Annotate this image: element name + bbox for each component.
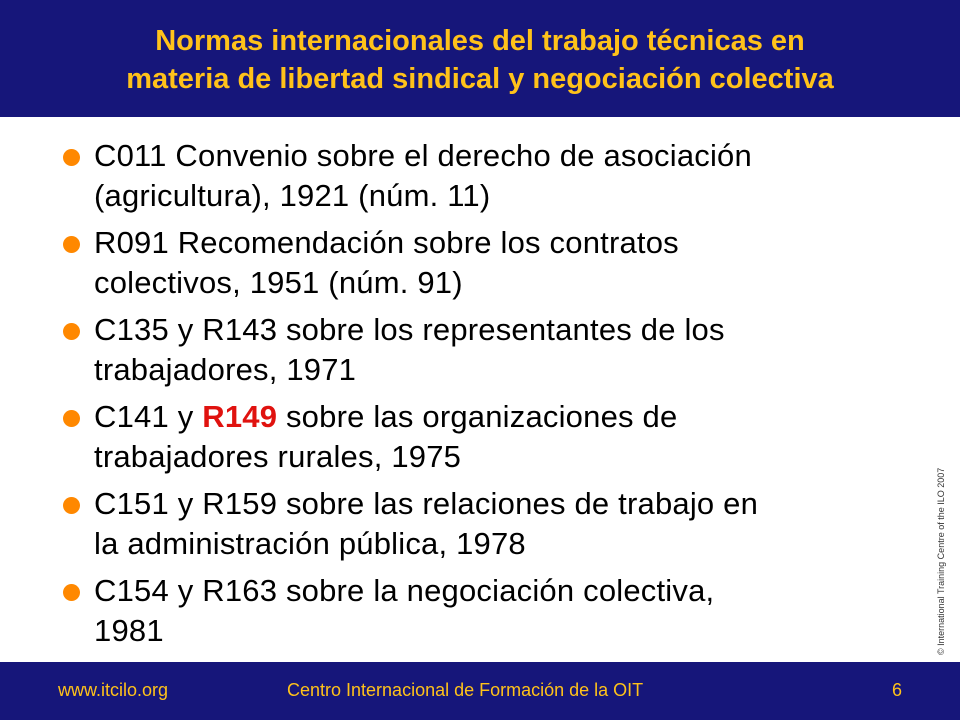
bullet-text-line-1: C011 Convenio sobre el derecho de asociación: [94, 138, 752, 173]
slide-title-line-2: materia de libertad sindical y negociación colectiva: [126, 62, 834, 95]
bullet-text-line-1: R091 Recomendación sobre los contratos: [94, 225, 679, 260]
bullet-item-r091: [63, 223, 913, 303]
page-number: 6: [892, 680, 903, 700]
bullet-text-line-1: C154 y R163 sobre la negociación colectiva,: [94, 573, 715, 608]
bullet-dot-icon: [63, 236, 80, 253]
footer-bar: [0, 662, 960, 720]
bullet-dot-icon: [63, 584, 80, 601]
bullet-text-prefix: C141 y: [94, 399, 203, 434]
footer-organization: Centro Internacional de Formación de la OIT: [287, 680, 644, 700]
slide-title: [126, 20, 834, 98]
title-bar: [0, 0, 960, 117]
bullet-text-line-2: trabajadores rurales, 1975: [94, 439, 462, 474]
bullet-item-c135: [63, 310, 913, 390]
bullet-dot-icon: [63, 497, 80, 514]
bullet-item-c151: [63, 484, 913, 564]
bullet-dot-icon: [63, 149, 80, 166]
bullet-text-line-1: C151 y R159 sobre las relaciones de trabajo en: [94, 486, 759, 521]
footer-url-link[interactable]: www.itcilo.org: [58, 680, 169, 700]
bullet-text-line-1: C135 y R143 sobre los representantes de los: [94, 312, 725, 347]
bullet-dot-icon: [63, 323, 80, 340]
copyright-notice: © International Training Centre of the ILO 2007: [936, 467, 946, 655]
bullet-item-c011: [63, 136, 913, 216]
bullet-text-line-2: la administración pública, 1978: [94, 526, 526, 561]
slide-title-line-1: Normas internacionales del trabajo técnicas en: [155, 24, 805, 57]
bullet-text-suffix: sobre las organizaciones de: [277, 399, 678, 434]
bullet-item-c141: [63, 397, 913, 477]
bullet-item-c154: [63, 571, 913, 651]
highlighted-code-r149: R149: [202, 399, 278, 434]
bullet-list: [63, 136, 913, 658]
bullet-text-line-1: [94, 397, 913, 437]
bullet-text-line-2: 1981: [94, 613, 164, 648]
bullet-text-line-2: (agricultura), 1921 (núm. 11): [94, 178, 491, 213]
bullet-dot-icon: [63, 410, 80, 427]
bullet-text-line-2: colectivos, 1951 (núm. 91): [94, 265, 463, 300]
bullet-text-line-2: trabajadores, 1971: [94, 352, 357, 387]
